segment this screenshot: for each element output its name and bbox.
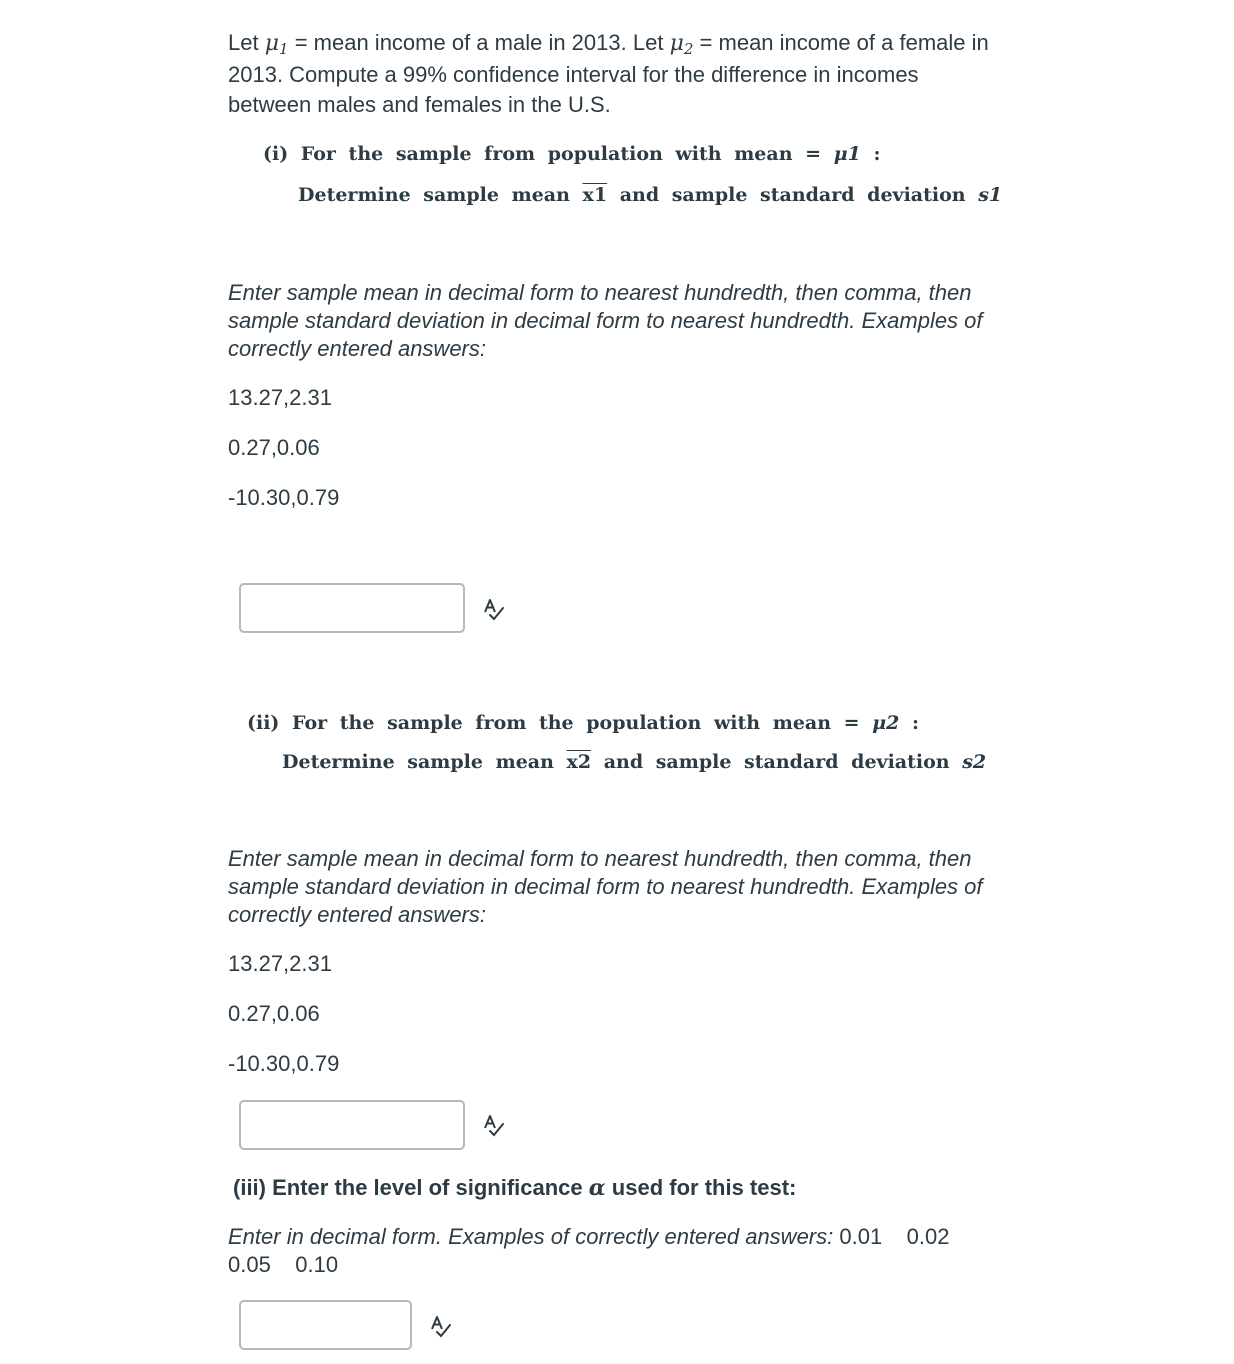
intro-text: = mean income of a male in 2013. Let [294, 30, 664, 55]
mu1-symbol: $\mu_1$ [264, 31, 289, 58]
part2-instructions [228, 845, 1058, 929]
intro-line-1 [228, 27, 1088, 59]
part1-example-2: 0.27,0.06 [228, 435, 320, 460]
intro-text: Let [228, 30, 259, 55]
part3-examples: 0.01 0.02 [839, 1224, 950, 1249]
instruction-line: sample standard deviation in decimal form to nearest hundredth. Examples of [228, 308, 983, 333]
part3-answer-input[interactable] [239, 1300, 412, 1350]
instruction-line: sample standard deviation in decimal form to nearest hundredth. Examples of [228, 874, 983, 899]
intro-line-2: 2013. Compute a 99% confidence interval for the difference in incomes [228, 62, 919, 87]
part3-instructions [228, 1223, 949, 1251]
instruction-line: correctly entered answers: [228, 902, 486, 927]
part2-example-3: -10.30,0.79 [228, 1051, 340, 1076]
part2-answer-input[interactable] [239, 1100, 465, 1150]
question-intro [228, 27, 1088, 119]
instruction-line: Enter sample mean in decimal form to nearest hundredth, then comma, then [228, 280, 972, 305]
part2-heading: (ii) For the sample from the population with mean = μ2 : [247, 712, 919, 734]
part2-example-1: 13.27,2.31 [228, 951, 332, 976]
spell-check-icon[interactable] [481, 596, 507, 622]
part1-example-1: 13.27,2.31 [228, 385, 332, 410]
intro-line-3: between males and females in the U.S. [228, 92, 611, 117]
part1-answer-input[interactable] [239, 583, 465, 633]
instruction-line: Enter sample mean in decimal form to nearest hundredth, then comma, then [228, 846, 972, 871]
part1-example-3: -10.30,0.79 [228, 485, 340, 510]
spell-check-icon[interactable] [481, 1112, 507, 1138]
spell-check-icon[interactable] [428, 1313, 454, 1339]
mu2-symbol: $\mu_2$ [669, 31, 694, 58]
instruction-line: correctly entered answers: [228, 336, 486, 361]
part2-example-2: 0.27,0.06 [228, 1001, 320, 1026]
intro-text: = mean income of a female in [699, 30, 989, 55]
part1-instructions [228, 279, 1058, 363]
part2-subheading: Determine sample mean x2 and sample standard deviation s2 [282, 751, 987, 773]
part1-subheading: Determine sample mean x1 and sample standard deviation s1 [298, 184, 1003, 206]
part3-examples-line2: 0.05 0.10 [228, 1252, 339, 1277]
part3-heading: (iii) Enter the level of significance α used for this test: [233, 1175, 797, 1201]
instruction-line: Enter in decimal form. Examples of correctly entered answers: [228, 1224, 840, 1249]
part1-heading: (i) For the sample from population with mean = μ1 : [263, 143, 881, 165]
